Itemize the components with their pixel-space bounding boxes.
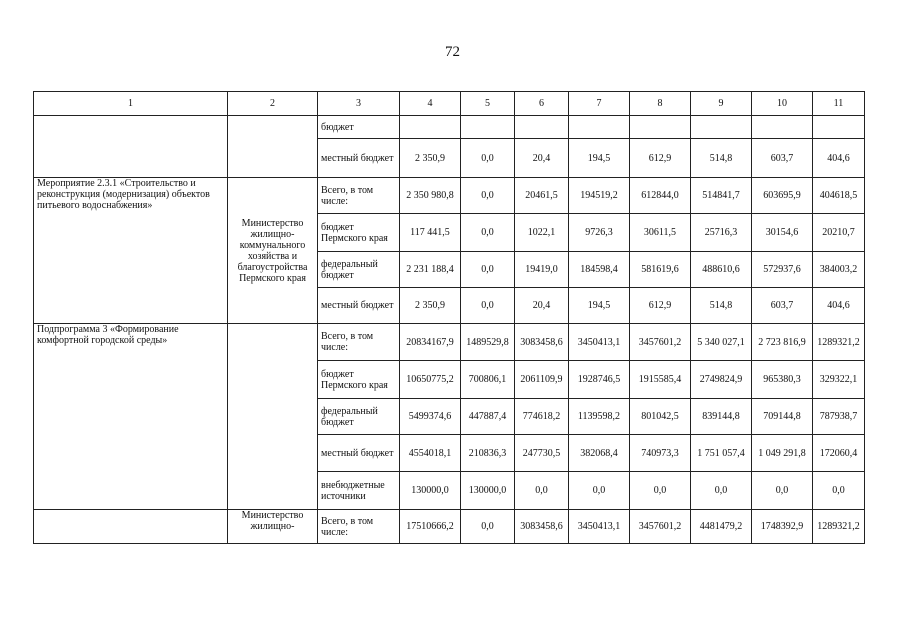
value-cell: 2 350,9	[400, 288, 461, 324]
value-cell: 3457601,2	[630, 324, 691, 361]
value-cell	[569, 116, 630, 139]
value-cell: 1022,1	[515, 214, 569, 252]
source-label: местный бюджет	[318, 288, 400, 324]
value-cell: 20,4	[515, 288, 569, 324]
value-cell: 0,0	[515, 472, 569, 510]
empty-cell	[228, 324, 318, 510]
value-cell: 130000,0	[461, 472, 515, 510]
source-label: Всего, в том числе:	[318, 510, 400, 544]
value-cell: 0,0	[691, 472, 752, 510]
value-cell: 1289321,2	[813, 324, 865, 361]
value-cell: 700806,1	[461, 361, 515, 399]
value-cell: 3450413,1	[569, 510, 630, 544]
value-cell: 2 350 980,8	[400, 178, 461, 214]
header-cell: 5	[461, 92, 515, 116]
value-cell: 117 441,5	[400, 214, 461, 252]
value-cell	[461, 116, 515, 139]
source-label: местный бюджет	[318, 139, 400, 178]
header-cell: 11	[813, 92, 865, 116]
value-cell: 0,0	[461, 510, 515, 544]
subprogram-name: Подпрограмма 3 «Формирование комфортной городской среды»	[34, 324, 228, 510]
value-cell	[400, 116, 461, 139]
table-row	[34, 178, 865, 214]
value-cell: 1289321,2	[813, 510, 865, 544]
source-label: местный бюджет	[318, 435, 400, 472]
value-cell: 4481479,2	[691, 510, 752, 544]
source-label: федеральный бюджет	[318, 399, 400, 435]
value-cell	[813, 116, 865, 139]
value-cell	[691, 116, 752, 139]
value-cell: 0,0	[813, 472, 865, 510]
value-cell: 1139598,2	[569, 399, 630, 435]
value-cell: 514,8	[691, 288, 752, 324]
value-cell: 612,9	[630, 139, 691, 178]
value-cell: 603,7	[752, 288, 813, 324]
value-cell: 1 049 291,8	[752, 435, 813, 472]
source-label: бюджет	[318, 116, 400, 139]
value-cell: 740973,3	[630, 435, 691, 472]
value-cell: 2749824,9	[691, 361, 752, 399]
value-cell: 2 350,9	[400, 139, 461, 178]
value-cell: 384003,2	[813, 252, 865, 288]
value-cell: 210836,3	[461, 435, 515, 472]
value-cell: 612844,0	[630, 178, 691, 214]
value-cell: 9726,3	[569, 214, 630, 252]
value-cell: 20210,7	[813, 214, 865, 252]
header-row	[34, 92, 865, 116]
value-cell: 247730,5	[515, 435, 569, 472]
value-cell: 709144,8	[752, 399, 813, 435]
table-row	[34, 324, 865, 361]
value-cell: 1489529,8	[461, 324, 515, 361]
value-cell: 774618,2	[515, 399, 569, 435]
value-cell: 581619,6	[630, 252, 691, 288]
value-cell: 130000,0	[400, 472, 461, 510]
responsible-org: Министерство жилищно-	[228, 510, 318, 544]
source-label: внебюджетные источники	[318, 472, 400, 510]
value-cell: 1915585,4	[630, 361, 691, 399]
value-cell: 0,0	[630, 472, 691, 510]
value-cell: 965380,3	[752, 361, 813, 399]
value-cell: 20,4	[515, 139, 569, 178]
value-cell: 4554018,1	[400, 435, 461, 472]
source-label: Всего, в том числе:	[318, 324, 400, 361]
value-cell: 194519,2	[569, 178, 630, 214]
value-cell: 172060,4	[813, 435, 865, 472]
value-cell: 2 723 816,9	[752, 324, 813, 361]
source-label: бюджет Пермского края	[318, 214, 400, 252]
value-cell: 514,8	[691, 139, 752, 178]
value-cell: 17510666,2	[400, 510, 461, 544]
value-cell: 20461,5	[515, 178, 569, 214]
value-cell: 0,0	[461, 139, 515, 178]
value-cell: 5499374,6	[400, 399, 461, 435]
value-cell: 5 340 027,1	[691, 324, 752, 361]
value-cell: 194,5	[569, 139, 630, 178]
value-cell: 194,5	[569, 288, 630, 324]
header-cell: 6	[515, 92, 569, 116]
value-cell: 572937,6	[752, 252, 813, 288]
empty-cell	[228, 116, 318, 178]
value-cell: 1928746,5	[569, 361, 630, 399]
header-cell: 8	[630, 92, 691, 116]
value-cell: 3450413,1	[569, 324, 630, 361]
empty-cell	[34, 510, 228, 544]
value-cell: 0,0	[461, 252, 515, 288]
value-cell: 801042,5	[630, 399, 691, 435]
page-number: 72	[445, 44, 460, 60]
value-cell: 404,6	[813, 139, 865, 178]
header-cell: 3	[318, 92, 400, 116]
value-cell: 0,0	[752, 472, 813, 510]
value-cell: 1 751 057,4	[691, 435, 752, 472]
value-cell: 514841,7	[691, 178, 752, 214]
value-cell	[515, 116, 569, 139]
source-label: федеральный бюджет	[318, 252, 400, 288]
header-cell: 2	[228, 92, 318, 116]
value-cell: 10650775,2	[400, 361, 461, 399]
value-cell: 404,6	[813, 288, 865, 324]
header-cell: 7	[569, 92, 630, 116]
value-cell: 787938,7	[813, 399, 865, 435]
value-cell: 612,9	[630, 288, 691, 324]
header-cell: 4	[400, 92, 461, 116]
empty-cell	[34, 116, 228, 178]
value-cell: 20834167,9	[400, 324, 461, 361]
value-cell: 25716,3	[691, 214, 752, 252]
value-cell: 19419,0	[515, 252, 569, 288]
value-cell: 0,0	[461, 214, 515, 252]
table-row	[34, 510, 865, 544]
value-cell: 184598,4	[569, 252, 630, 288]
budget-table	[33, 91, 865, 544]
value-cell: 30154,6	[752, 214, 813, 252]
value-cell: 3083458,6	[515, 324, 569, 361]
value-cell: 603,7	[752, 139, 813, 178]
value-cell: 0,0	[461, 178, 515, 214]
value-cell: 2061109,9	[515, 361, 569, 399]
value-cell: 0,0	[461, 288, 515, 324]
value-cell: 603695,9	[752, 178, 813, 214]
value-cell: 0,0	[569, 472, 630, 510]
header-cell: 9	[691, 92, 752, 116]
value-cell: 1748392,9	[752, 510, 813, 544]
value-cell	[752, 116, 813, 139]
header-cell: 10	[752, 92, 813, 116]
value-cell: 382068,4	[569, 435, 630, 472]
source-label: бюджет Пермского края	[318, 361, 400, 399]
value-cell: 447887,4	[461, 399, 515, 435]
measure-name: Мероприятие 2.3.1 «Строительство и реконструкция (модернизация) объектов питьевого водоснабжения»	[34, 178, 228, 324]
value-cell: 329322,1	[813, 361, 865, 399]
value-cell: 3457601,2	[630, 510, 691, 544]
value-cell	[630, 116, 691, 139]
responsible-org: Министерство жилищно-коммунального хозяйства и благоустройства Пермского края	[228, 178, 318, 324]
value-cell: 839144,8	[691, 399, 752, 435]
table-row	[34, 116, 865, 139]
source-label: Всего, в том числе:	[318, 178, 400, 214]
value-cell: 488610,6	[691, 252, 752, 288]
value-cell: 3083458,6	[515, 510, 569, 544]
value-cell: 30611,5	[630, 214, 691, 252]
header-cell: 1	[34, 92, 228, 116]
value-cell: 404618,5	[813, 178, 865, 214]
value-cell: 2 231 188,4	[400, 252, 461, 288]
